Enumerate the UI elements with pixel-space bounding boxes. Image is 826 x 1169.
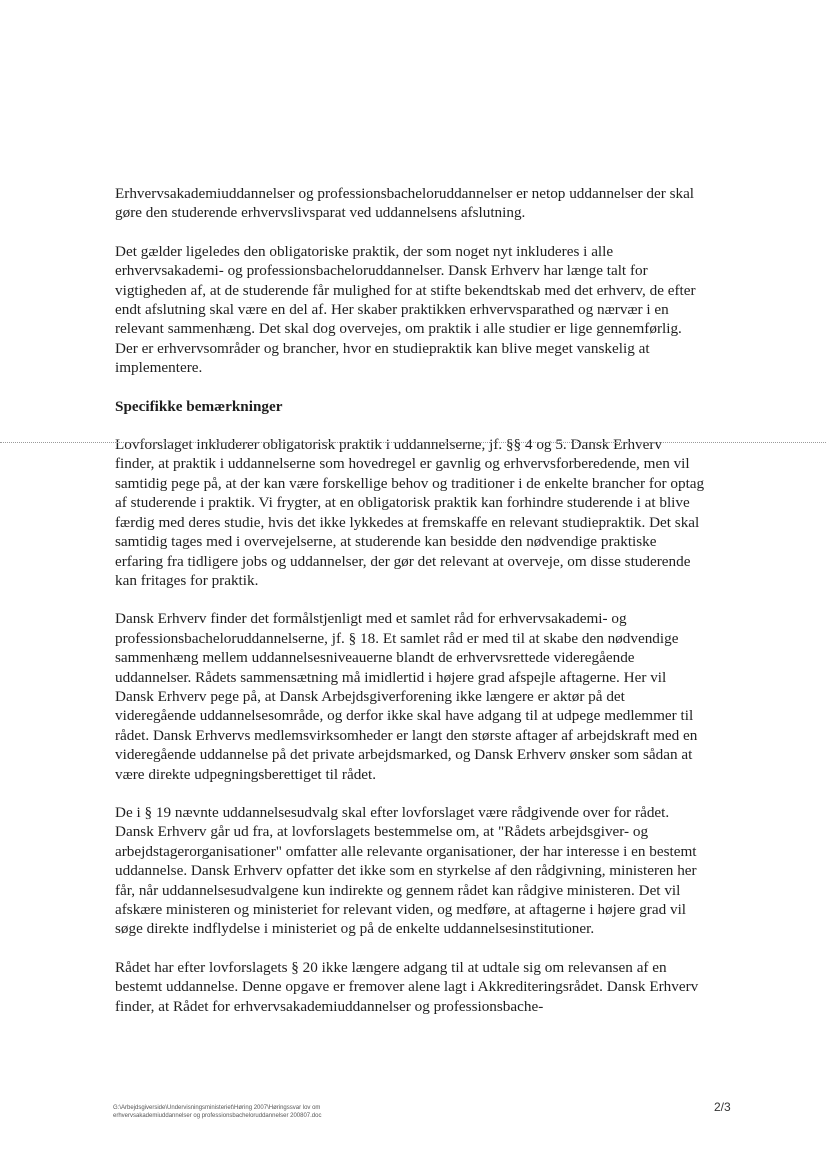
footer-path-line-1: G:\Arbejdsgiverside\Undervisningsministeriet\Høring 2007\Høringssvar lov om [113,1105,321,1111]
section-heading: Specifikke bemærkninger [115,397,283,415]
document-body [115,184,705,1035]
page-number: 2/3 [714,1100,731,1114]
section-paragraph-2: Dansk Erhverv finder det formålstjenligt med et samlet råd for erhvervsakademi- og professionsbacheloruddannelserne, jf. § 18. Et samlet råd er med til at skabe den nødvendige sammenhæng mellem uddannelsesniveauerne blandt de erhvervsrettede videregående uddannelser. Rådets sammensætning må imidlertid i højere grad afspejle aftagerne. Her vil Dansk Erhverv pege på, at Dansk Arbejdsgiverforening ikke længere er aktør på det videregående uddannelsesområde, og derfor ikke skal have adgang til at udpege medlemmer til rådet. Dansk Erhvervs medlemsvirksomheder er langt den største aftager af arbejdskraft med en videregående uddannelse på det private arbejdsmarked, og Dansk Erhverv ønsker som sådan at være direkte udpegningsberettiget til rådet. [115,610,698,783]
intro-paragraph-2: Det gælder ligeledes den obligatoriske praktik, der som noget nyt inkluderes i alle erhvervsakademi- og professionsbacheloruddannelser. Dansk Erhverv har længe talt for vigtigheden af, at de studerende får mulighed for at stifte bekendtskab med det erhverv, de efter endt afslutning skal være en del af. Her skaber praktikken erhvervsparathed og nærvær i en relevant sammenhæng. Det skal dog overvejes, om praktik i alle studier er lige gennemførlig. Der er erhvervsområder og brancher, hvor en studiepraktik kan blive meget vanskelig at implementere. [115,242,696,377]
scan-artifact-line [0,442,826,443]
section-paragraph-3: De i § 19 nævnte uddannelsesudvalg skal efter lovforslaget være rådgivende over for rådet. Dansk Erhverv går ud fra, at lovforslagets bestemmelse om, at "Rådets arbejdsgiver- og arbejdstagerorganisationer" omfatter alle relevante organisationer, der har interesse i en bestemt uddannelse. Dansk Erhverv opfatter det ikke som en styrkelse af den rådgivning, ministeren her får, når uddannelsesudvalgene kun indirekte og gennem rådet kan rådgive ministeren. Det vil afskære ministeren og ministeriet for relevant viden, og medføre, at aftagerne i højere grad vil søge direkte indflydelse i ministeriet og på de enkelte uddannelsesinstitutioner. [115,803,697,938]
intro-paragraph-1: Erhvervsakademiuddannelser og professionsbacheloruddannelser er netop uddannelser der skal gøre den studerende erhvervslivsparat ved uddannelsens afslutning. [115,185,695,222]
section-paragraph-1: Lovforslaget inkluderer obligatorisk praktik i uddannelserne, jf. §§ 4 og 5. Dansk Erhverv finder, at praktik i uddannelserne som hovedregel er gavnlig og erhvervsforberedende, men vil samtidig pege på, at der kan være forskellige behov og traditioner i de enkelte brancher for optag af studerende i praktik. Vi frygter, at en obligatorisk praktik kan forhindre studerende i at blive færdig med deres studie, hvis det ikke lykkedes at fremskaffe en relevant studiepraktik. Det skal samtidig tages med i overvejelserne, at studerende kan besidde den nødvendige praktiske erfaring fra tidligere jobs og uddannelser, der gør det relevant at overveje, om disse studerende kan fritages for praktik. [115,436,705,589]
footer-file-path [113,1104,533,1120]
footer-path-line-2: erhvervsakademiuddannelser og professionsbacheloruddannelser 200807.doc [113,1113,322,1119]
section-paragraph-4: Rådet har efter lovforslagets § 20 ikke længere adgang til at udtale sig om relevansen af en bestemt uddannelse. Denne opgave er fremover alene lagt i Akkrediteringsrådet. Dansk Erhverv finder, at Rådet for erhvervsakademiuddannelser og professionsbache- [115,958,699,1015]
